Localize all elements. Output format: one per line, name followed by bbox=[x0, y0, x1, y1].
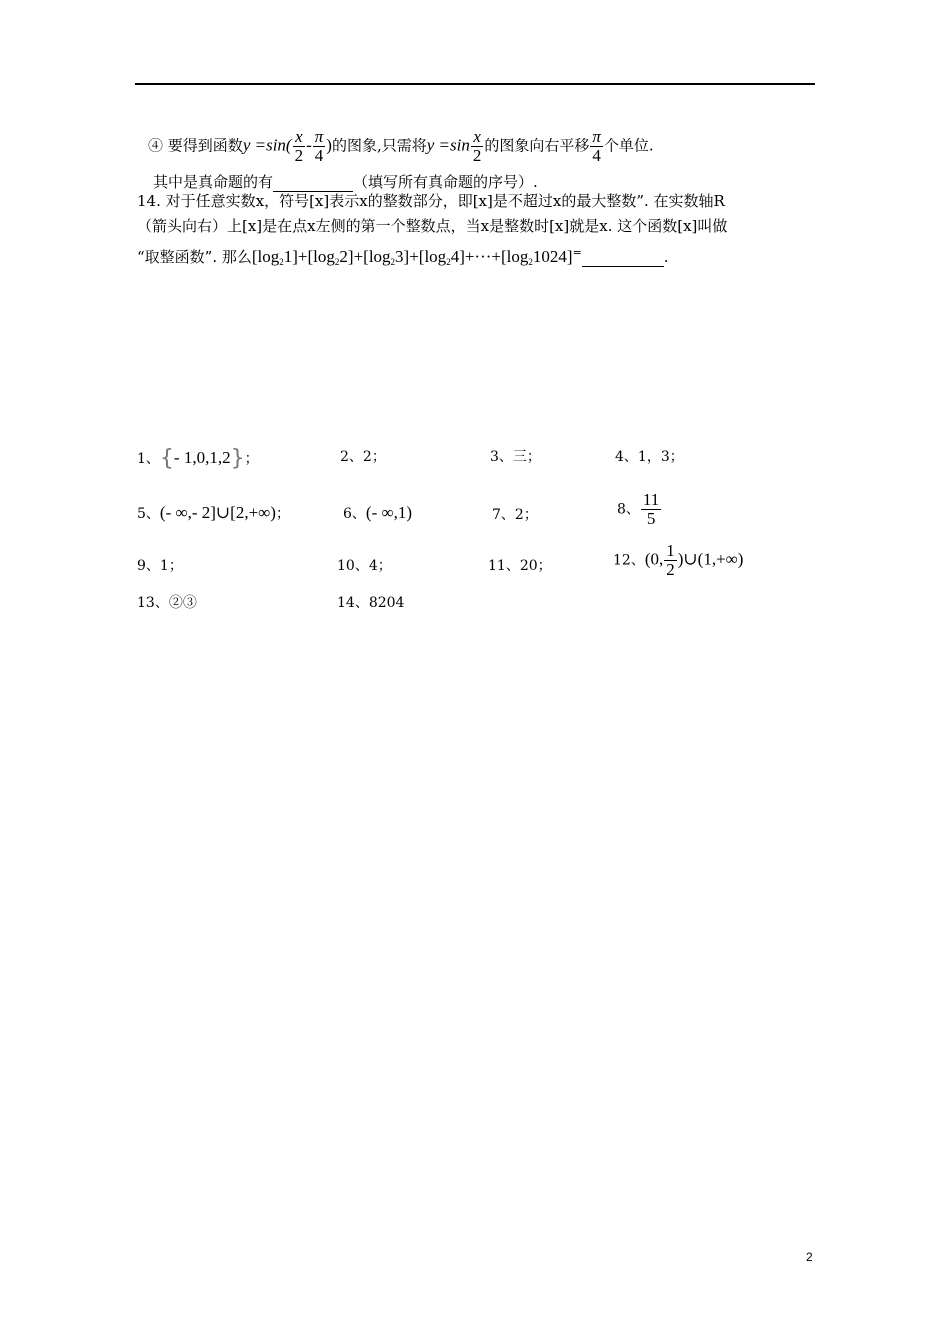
answer-9: 9、1； bbox=[137, 558, 183, 574]
fraction-1-over-2: $\frac{1}{2}$ bbox=[666, 541, 675, 579]
right-brace-icon: } bbox=[230, 446, 245, 471]
answer-10: 10、4； bbox=[337, 558, 392, 574]
fraction-pi-over-4: $\frac{\pi}{4}$ bbox=[314, 127, 324, 165]
formula-y-sin-2: y =sin bbox=[426, 135, 470, 155]
q14-answer-blank bbox=[582, 248, 664, 267]
q14-line3 bbox=[137, 246, 669, 267]
answer-1: 1、{- 1,0,1,2}； bbox=[137, 446, 259, 471]
answer-14: 14、8204 bbox=[337, 595, 405, 611]
page-number: 2 bbox=[806, 1250, 813, 1264]
answer-8: 8、 $\frac{11}{5}$ bbox=[617, 490, 660, 528]
answer-1-value: - 1,0,1,2 bbox=[173, 448, 231, 467]
answer-2: 2、2； bbox=[340, 449, 386, 465]
q13-tail bbox=[153, 171, 538, 192]
fraction-pi-over-4-b: $\frac{\pi}{4}$ bbox=[592, 127, 601, 165]
answer-5: 5、(- ∞,- 2]∪[2,+∞)； bbox=[137, 503, 290, 522]
answer-4: 4、1，3； bbox=[615, 449, 684, 465]
answer-6: 6、(- ∞,1) bbox=[343, 503, 413, 522]
q13-item4-text-c: 的图象向右平移 bbox=[484, 136, 590, 155]
circled-four-marker: ④ bbox=[148, 136, 164, 155]
q14-line1: 14. 对于任意实数x，符号[x]表示x的整数部分，即[x]是不超过x的最大整数”. 在实数轴R bbox=[137, 192, 725, 210]
q13-item4-text-d: 个单位. bbox=[603, 136, 654, 155]
q14-line3-text: “取整函数”. 那么 bbox=[137, 248, 252, 266]
close-paren: ) bbox=[326, 135, 332, 155]
fraction-x-over-2: $\frac{x}{2}$ bbox=[294, 127, 304, 165]
answer-3: 3、三； bbox=[490, 449, 541, 465]
q14-line2: （箭头向右）上[x]是在点x左侧的第一个整数点，当x是整数时[x]就是x. 这个函数[x]叫做 bbox=[137, 217, 728, 235]
answer-11: 11、20； bbox=[488, 558, 552, 574]
fraction-11-over-5: $\frac{11}{5}$ bbox=[642, 490, 660, 528]
minus-sign: - bbox=[306, 135, 312, 155]
q14-period: . bbox=[663, 248, 669, 266]
equals-sign: = bbox=[572, 246, 582, 259]
q14-log-sum-formula: $[\log_21]+[\log_22]+[\log_23]+[\log_24]+\cdot\cdot\cdot+[\log_21024]$ bbox=[251, 247, 573, 267]
q13-tail-text-a: 其中是真命题的有 bbox=[153, 173, 274, 191]
answer-13: 13、②③ bbox=[137, 595, 197, 611]
q13-item4-text-b: 的图象,只需将 bbox=[331, 136, 427, 155]
answer-6-value: (- ∞,1) bbox=[365, 503, 413, 522]
header-rule bbox=[135, 83, 815, 85]
answer-12: 12、(0, $\frac{1}{2}$ )∪(1,+∞) bbox=[613, 541, 744, 579]
q13-tail-text-b: （填写所有真命题的序号）. bbox=[353, 173, 538, 191]
q13-item4 bbox=[148, 128, 654, 165]
answer-12-post: )∪(1,+∞) bbox=[677, 549, 744, 569]
fraction-x-over-2-b: $\frac{x}{2}$ bbox=[472, 127, 482, 165]
q13-item4-text-a: 要得到函数 bbox=[167, 136, 243, 155]
formula-y-sin: y =sin( bbox=[242, 135, 292, 155]
answer-12-pre: (0, bbox=[644, 549, 664, 569]
answer-7: 7、2； bbox=[492, 507, 538, 523]
answer-5-value: (- ∞,- 2]∪[2,+∞) bbox=[159, 503, 276, 522]
left-brace-icon: { bbox=[159, 446, 174, 471]
